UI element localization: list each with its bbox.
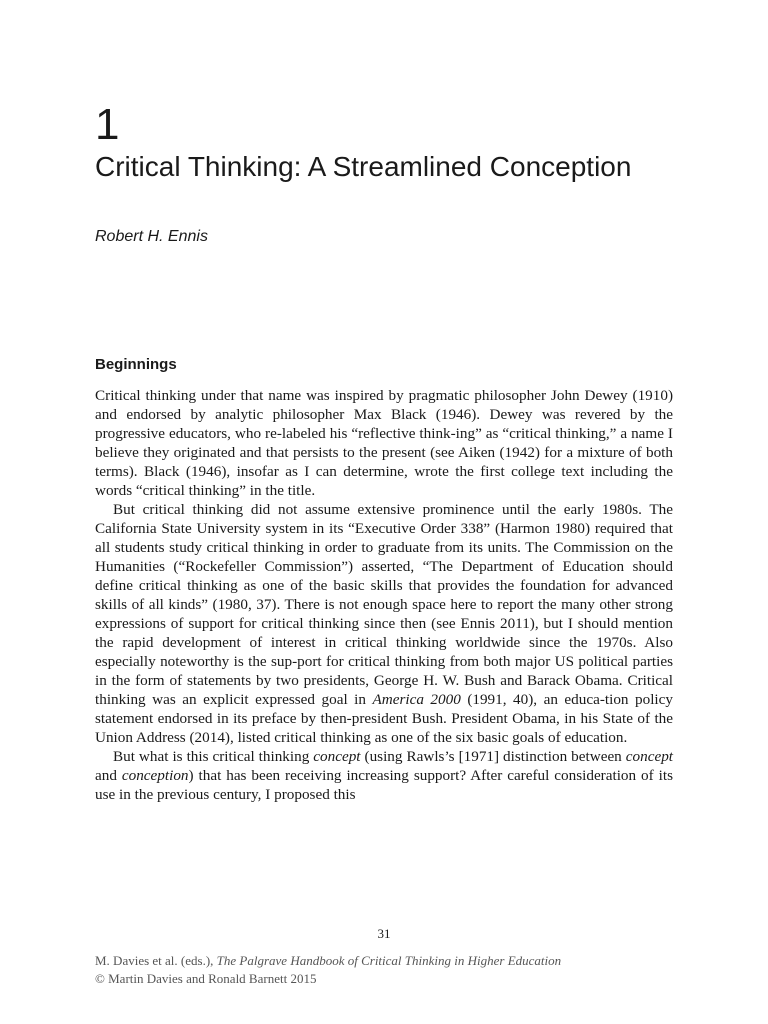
- section-heading: Beginnings: [95, 356, 177, 373]
- paragraph: [95, 500, 673, 747]
- citation-line: [95, 952, 695, 970]
- copyright-line: © Martin Davies and Ronald Barnett 2015: [95, 971, 317, 986]
- italic-term: concept: [625, 748, 674, 765]
- citation-book-title: The Palgrave Handbook of Critical Thinking in Higher Education: [216, 953, 562, 968]
- citation-editors: M. Davies et al. (eds.),: [95, 953, 217, 968]
- paragraph-text: (using Rawls’s [1971] distinction between: [360, 748, 626, 765]
- page-number: 31: [377, 926, 391, 941]
- body-text: [95, 386, 673, 804]
- paragraph-text: But what is this critical thinking: [113, 748, 314, 765]
- italic-term: concept: [313, 748, 361, 765]
- paragraph-text: and: [95, 767, 122, 784]
- author-name: Robert H. Ennis: [95, 228, 208, 245]
- paragraph-text: ) that has been receiving increasing support? After careful consideration of its use in the previous century, I proposed this: [95, 767, 673, 803]
- paragraph: Critical thinking under that name was inspired by pragmatic philosopher John Dewey (1910) and endorsed by analytic philosopher Max Black (1946). Dewey was revered by the progressive educators, who re-labeled his “reflective think-ing” as “critical thinking,” a name I believe they originated and that persists to the present (see Aiken (1942) for a mixture of both terms). Black (1946), insofar as I can determine, wrote the first college text including the words “critical thinking” in the title.: [95, 387, 673, 499]
- italic-term: conception: [121, 767, 189, 784]
- footer-citation: [95, 952, 695, 988]
- paragraph-text: But critical thinking did not assume extensive prominence until the early 1980s. The California State University system in its “Executive Order 338” (Harmon 1980) required that all students study critical thinking in order to graduate from its units. The Commission on the Humanities (“Rockefeller Commission”) asserted, “The Department of Education should define critical thinking as one of the basic skills that provides the foundation for advanced skills of all kinds” (1980, 37). There is not enough space here to report the many other strong expressions of support for critical thinking since then (see Ennis 2011), but I should mention the rapid development of interest in critical thinking worldwide since the 1970s. Also especially noteworthy is the sup-port for critical thinking from both major US political parties in the form of statements by two presidents, George H. W. Bush and Barack Obama. Critical thinking was an explicit expressed goal in: [95, 501, 673, 708]
- paragraph: [95, 747, 673, 804]
- italic-title: America 2000: [372, 691, 461, 708]
- paragraph-text: (1991, 40), an educa-tion policy statement endorsed in its preface by then-president Bush. President Obama, in his State of the Union Address (2014), listed critical thinking as one of the six basic goals of education.: [95, 691, 673, 746]
- chapter-number: 1: [95, 100, 120, 149]
- chapter-title: Critical Thinking: A Streamlined Conception: [95, 151, 632, 182]
